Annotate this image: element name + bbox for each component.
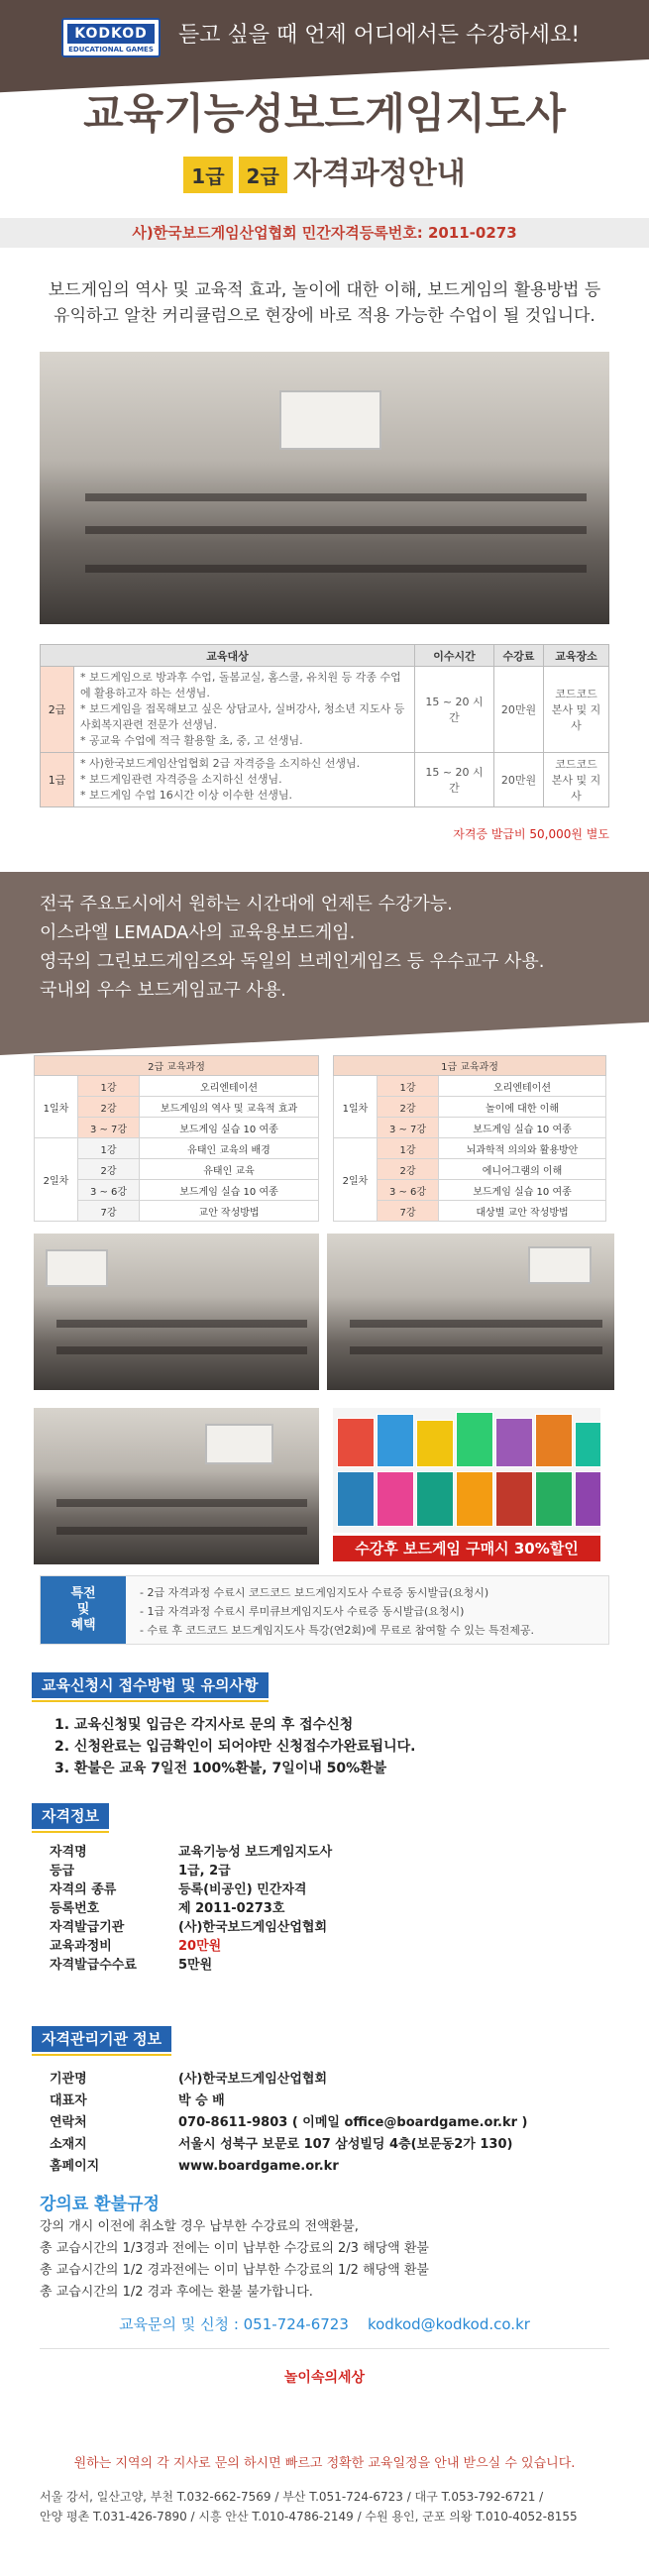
table-header: 이수시간 (415, 645, 494, 667)
refund-line: 총 교습시간의 1/2 경과전에는 이미 납부한 수강료의 1/2 해당액 환불 (40, 2263, 429, 2278)
info-value: (사)한국보드게임산업협회 (178, 2072, 328, 2087)
lecture-no: 2강 (78, 1159, 140, 1180)
target-line: * 보드게임관련 자격증을 소지하신 선생님. (80, 773, 282, 786)
info-key: 기관명 (50, 2072, 87, 2087)
info-row (50, 1880, 332, 1899)
target-line: * 보드게임으로 방과후 수업, 돌봄교실, 홈스쿨, 유치원 등 각종 수업에 활용하고자 하는 선생님. (80, 671, 401, 699)
contact-line[interactable]: 교육문의 및 신청 : 051-724-6723 kodkod@kodkod.co.kr (119, 2315, 530, 2333)
schedule-title: 2급 교육과정 (35, 1056, 319, 1076)
info-row (50, 1843, 332, 1862)
info-value: 등록(비공인) 민간자격 (178, 1882, 307, 1897)
target-line: * 보드게임 수업 16시간 이상 이수한 선생님. (80, 789, 292, 802)
subtitle-text: 자격과정안내 (292, 157, 466, 191)
table-row (35, 1159, 319, 1180)
section-title-cert: 자격정보 (32, 1803, 109, 1829)
classroom-photo (34, 1234, 319, 1390)
table-row (35, 1076, 319, 1097)
lecture-no: 1강 (78, 1076, 140, 1097)
fee-cell: 20만원 (494, 667, 544, 753)
schedule-grade1 (333, 1055, 606, 1222)
logo-subtext: EDUCATIONAL GAMES (68, 46, 154, 54)
lecture-no: 7강 (378, 1201, 439, 1222)
apply-list (54, 1714, 415, 1779)
info-key: 자격명 (50, 1845, 87, 1860)
info-row (50, 1956, 332, 1975)
info-row (50, 2112, 528, 2134)
lecture-topic: 대상별 교안 작성방법 (439, 1201, 606, 1222)
info-key: 등급 (50, 1864, 75, 1878)
info-key: 자격의 종류 (50, 1882, 117, 1897)
refund-line: 총 교습시간의 1/2 경과 후에는 환불 불가합니다. (40, 2285, 313, 2300)
benefit-label-line: 특전 (70, 1586, 96, 1601)
branch-line: 안양 평촌 T.031-426-7890 / 시흥 안산 T.010-4786-2149 / 수원 용인, 군포 의왕 T.010-4052-8155 (40, 2510, 578, 2523)
refund-list (40, 2216, 429, 2304)
branch-line: 서울 강서, 일산고양, 부천 T.032-662-7569 / 부산 T.051-724-6723 / 대구 T.053-792-6721 / (40, 2490, 544, 2504)
day-cell: 2일차 (334, 1138, 378, 1222)
section-title-org: 자격관리기관 정보 (32, 2026, 171, 2052)
world-logo (0, 2363, 649, 2387)
lecture-topic: 뇌과학적 의의와 활용방안 (439, 1138, 606, 1159)
info-row (50, 2156, 528, 2178)
list-item: 3. 환불은 교육 7일전 100%환불, 7일이내 50%환불 (54, 1761, 387, 1776)
table-row (41, 667, 609, 753)
info-value: 5만원 (178, 1958, 213, 1973)
lecture-no: 1강 (378, 1138, 439, 1159)
place-cell: 코드코드 본사 및 지사 (544, 667, 609, 753)
hours-cell: 15 ~ 20 시간 (415, 667, 494, 753)
info-key: 소재지 (50, 2137, 87, 2152)
slogan: 듣고 싶을 때 언제 어디에서든 수강하세요! (178, 23, 581, 48)
table-row (35, 1097, 319, 1118)
org-info (50, 2069, 528, 2178)
lecture-no: 1강 (378, 1076, 439, 1097)
benefit-label-line: 혜택 (70, 1618, 96, 1633)
lecture-topic: 보드게임 실습 10 여종 (439, 1118, 606, 1138)
table-row (41, 753, 609, 807)
lecture-topic: 유태인 교육 (140, 1159, 319, 1180)
course-table (40, 644, 609, 807)
table-header: 수강료 (494, 645, 544, 667)
table-header: 교육장소 (544, 645, 609, 667)
section-title-apply: 교육신청시 접수방법 및 유의사항 (32, 1672, 269, 1698)
info-key: 연락처 (50, 2115, 87, 2130)
lecture-no: 2강 (378, 1097, 439, 1118)
feature-line: 영국의 그린보드게임즈와 독일의 브레인게임즈 등 우수교구 사용. (40, 951, 545, 972)
target-cell (74, 753, 415, 807)
homepage-link[interactable]: www.boardgame.or.kr (178, 2159, 339, 2174)
info-row (50, 1899, 332, 1918)
info-value: 서울시 성북구 보문로 107 삼성빌딩 4층(보문동2가 130) (178, 2137, 513, 2152)
benefit-label (41, 1576, 126, 1644)
lecture-no: 2강 (378, 1159, 439, 1180)
refund-title: 강의료 환불규정 (40, 2195, 160, 2214)
footer-notice: 원하는 지역의 각 지사로 문의 하시면 빠르고 정확한 교육일정을 안내 받으실 수 있습니다. (73, 2456, 576, 2471)
refund-line: 총 교습시간의 1/3경과 전에는 이미 납부한 수강료의 2/3 해당액 환불 (40, 2241, 429, 2256)
table-row (35, 1118, 319, 1138)
schedule-grade2 (34, 1055, 319, 1222)
lecture-topic: 보드게임 실습 10 여종 (439, 1180, 606, 1201)
classroom-photo-main (40, 352, 609, 624)
schedule-title: 1급 교육과정 (334, 1056, 606, 1076)
board-game-boxes-image (333, 1408, 600, 1533)
cert-info (50, 1843, 332, 1975)
lecture-topic: 보드게임 실습 10 여종 (140, 1180, 319, 1201)
divider (40, 2348, 609, 2349)
info-row (50, 2069, 528, 2091)
grade-1-badge: 1급 (183, 157, 232, 193)
grade-cell: 2급 (41, 667, 74, 753)
table-row (35, 1180, 319, 1201)
info-key: 등록번호 (50, 1901, 100, 1916)
feature-line: 국내외 우수 보드게임교구 사용. (40, 980, 286, 1001)
discount-banner: 수강후 보드게임 구매시 30%할인 (333, 1536, 600, 1561)
intro-text: 보드게임의 역사 및 교육적 효과, 놀이에 대한 이해, 보드게임의 활용방법 등 유익하고 알찬 커리큘럼으로 현장에 바로 적용 가능한 수업이 될 것입니다. (48, 280, 601, 326)
info-key: 교육과정비 (50, 1939, 112, 1954)
benefit-list (140, 1583, 534, 1640)
info-key: 대표자 (50, 2093, 87, 2108)
info-key: 자격발급수수료 (50, 1958, 137, 1973)
table-header-row (41, 645, 609, 667)
target-cell (74, 667, 415, 753)
benefit-item: - 1급 자격과정 수료시 루미큐브게임지도사 수료증 동시발급(요청시) (140, 1605, 465, 1618)
table-header: 교육대상 (41, 645, 415, 667)
lecture-topic: 에니어그램의 이해 (439, 1159, 606, 1180)
table-row (35, 1201, 319, 1222)
info-row (50, 1862, 332, 1880)
grade-cell: 1급 (41, 753, 74, 807)
info-row (50, 1937, 332, 1956)
day-cell: 1일차 (35, 1076, 78, 1138)
lecture-no: 3 ~ 6강 (378, 1180, 439, 1201)
lecture-no: 2강 (78, 1097, 140, 1118)
info-value: 제 2011-0273호 (178, 1901, 285, 1916)
footer-branches (40, 2487, 629, 2526)
target-line: * 사)한국보드게임산업협회 2급 자격증을 소지하신 선생님. (80, 757, 361, 770)
lecture-topic: 보드게임의 역사 및 교육적 효과 (140, 1097, 319, 1118)
grade-2-badge: 2급 (239, 157, 287, 193)
info-value: (사)한국보드게임산업협회 (178, 1920, 328, 1935)
target-line: * 공교육 수업에 적극 활용할 초, 중, 고 선생님. (80, 734, 303, 747)
world-logo-a: 놀이속의 (283, 2370, 339, 2386)
feature-list (40, 890, 619, 1005)
feature-line: 전국 주요도시에서 원하는 시간대에 언제든 수강가능. (40, 894, 453, 914)
lecture-no: 3 ~ 7강 (378, 1118, 439, 1138)
info-value: 박 승 배 (178, 2093, 225, 2108)
classroom-photo (327, 1234, 614, 1390)
lecture-no: 3 ~ 7강 (78, 1118, 140, 1138)
info-value: 1급, 2급 (178, 1864, 231, 1878)
lecture-no: 1강 (78, 1138, 140, 1159)
info-value: 교육기능성 보드게임지도사 (178, 1845, 333, 1860)
lecture-topic: 오리엔테이션 (439, 1076, 606, 1097)
table-row (334, 1076, 606, 1097)
world-logo-b: 세상 (338, 2370, 366, 2386)
info-row (50, 2134, 528, 2156)
info-key: 자격발급기관 (50, 1920, 125, 1935)
lecture-topic: 교안 작성방법 (140, 1201, 319, 1222)
page-title: 교육기능성보드게임지도사 (83, 89, 566, 138)
classroom-photo (34, 1408, 319, 1564)
info-row (50, 2091, 528, 2112)
place-cell: 코드코드 본사 및 지사 (544, 753, 609, 807)
info-key: 홈페이지 (50, 2159, 100, 2174)
list-item: 2. 신청완료는 입금확인이 되어야만 신청접수가완료됩니다. (54, 1739, 416, 1755)
header (0, 0, 649, 243)
info-value: 070-8611-9803 ( 이메일 office@boardgame.or.kr ) (178, 2115, 528, 2130)
page-subtitle (0, 149, 649, 193)
lecture-no: 7강 (78, 1201, 140, 1222)
benefit-item: - 수료 후 코드코드 보드게임지도사 특강(연2회)에 무료로 참여할 수 있는 특전제공. (140, 1624, 535, 1637)
table-row (334, 1138, 606, 1159)
hours-cell: 15 ~ 20 시간 (415, 753, 494, 807)
benefit-item: - 2급 자격과정 수료시 코드코드 보드게임지도사 수료증 동시발급(요청시) (140, 1586, 489, 1599)
lecture-topic: 보드게임 실습 10 여종 (140, 1118, 319, 1138)
day-cell: 1일차 (334, 1076, 378, 1138)
list-item: 1. 교육신청및 입금은 각지사로 문의 후 접수신청 (54, 1717, 354, 1733)
logo-text: KODKOD (67, 24, 155, 44)
lecture-topic: 오리엔테이션 (140, 1076, 319, 1097)
cert-fee-note: 자격증 발급비 50,000원 별도 (453, 827, 609, 841)
refund-line: 강의 개시 이전에 취소할 경우 납부한 수강료의 전액환불, (40, 2219, 359, 2234)
table-row (35, 1138, 319, 1159)
feature-line: 이스라엘 LEMADA사의 교육용보드게임. (40, 922, 356, 943)
benefit-box (40, 1575, 609, 1645)
target-line: * 보드게임을 접목해보고 싶은 상담교사, 실버강사, 청소년 지도사 등 사회복지관련 전문가 선생님. (80, 702, 405, 731)
fee-cell: 20만원 (494, 753, 544, 807)
registration-number: 사)한국보드게임산업협회 민간자격등록번호: 2011-0273 (0, 218, 649, 248)
day-cell: 2일차 (35, 1138, 78, 1222)
info-row (50, 1918, 332, 1937)
lecture-no: 3 ~ 6강 (78, 1180, 140, 1201)
lecture-topic: 놀이에 대한 이해 (439, 1097, 606, 1118)
info-value: 20만원 (178, 1939, 222, 1954)
kodkod-logo[interactable] (61, 18, 161, 57)
lecture-topic: 유태인 교육의 배경 (140, 1138, 319, 1159)
benefit-label-line: 및 (76, 1602, 90, 1617)
